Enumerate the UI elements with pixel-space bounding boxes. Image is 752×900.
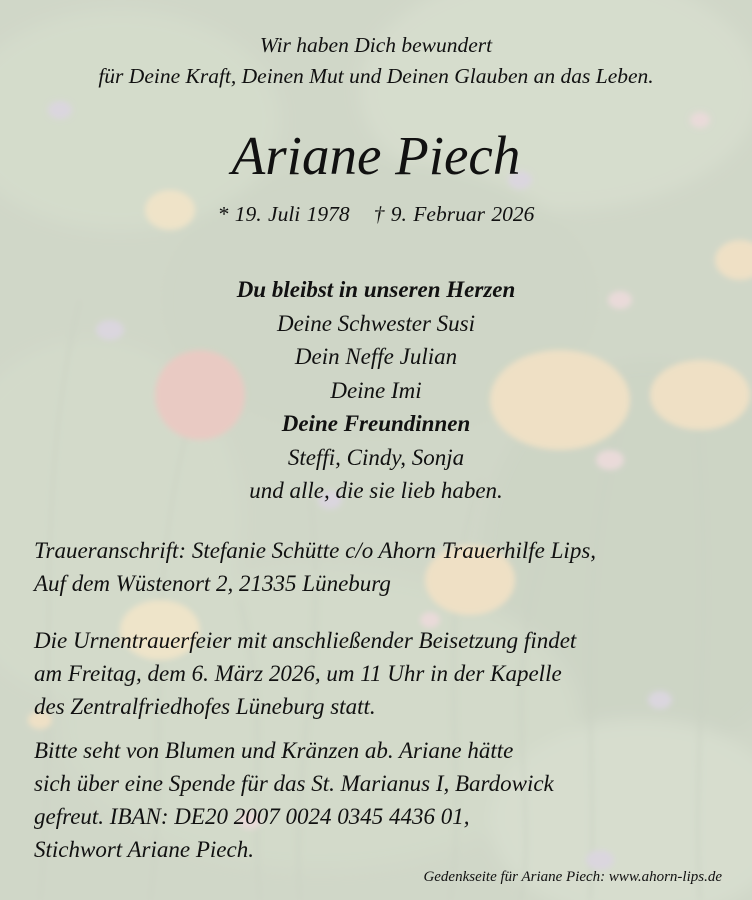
birth-date: * 19. Juli 1978 [217, 202, 350, 226]
ceremony-line: des Zentralfriedhofes Lüneburg statt. [34, 694, 376, 719]
friends-heading: Deine Freundinnen [281, 411, 471, 436]
life-dates [0, 199, 752, 229]
address-line: Traueranschrift: Stefanie Schütte c/o Ahorn Trauerhilfe Lips, [34, 538, 597, 563]
donation-line: Bitte seht von Blumen und Kränzen ab. Ariane hätte [34, 738, 514, 763]
memorial-website: Gedenkseite für Ariane Piech: www.ahorn-lips.de [423, 869, 722, 885]
motto-line: für Deine Kraft, Deinen Mut und Deinen Glauben an das Leben. [98, 64, 654, 88]
ceremony-line: Die Urnentrauerfeier mit anschließender Beisetzung findet [34, 628, 577, 653]
motto [0, 30, 752, 92]
donation-line: gefreut. IBAN: DE20 2007 0024 0345 4436 01, [34, 804, 470, 829]
ceremony-info [34, 624, 722, 723]
mourner: Dein Neffe Julian [294, 344, 458, 369]
mourner: Steffi, Cindy, Sonja [287, 444, 465, 470]
donation-line: sich über eine Spende für das St. Marianus I, Bardowick [34, 771, 554, 796]
mourning-address [34, 534, 734, 600]
address-line: Auf dem Wüstenort 2, 21335 Lüneburg [34, 571, 391, 596]
mourner: und alle, die sie lieb haben. [249, 478, 503, 503]
mourners-heading: Du bleibst in unseren Herzen [236, 277, 516, 302]
deceased-name: Ariane Piech [231, 125, 521, 186]
donation-line: Stichwort Ariane Piech. [34, 837, 254, 862]
mourner: Deine Imi [330, 377, 422, 403]
ceremony-line: am Freitag, dem 6. März 2026, um 11 Uhr in der Kapelle [34, 661, 562, 686]
mourners-list [0, 273, 752, 508]
death-date: † 9. Februar 2026 [373, 202, 535, 226]
motto-line: Wir haben Dich bewundert [259, 33, 493, 57]
donation-info [34, 734, 722, 866]
mourner: Deine Schwester Susi [276, 310, 475, 336]
